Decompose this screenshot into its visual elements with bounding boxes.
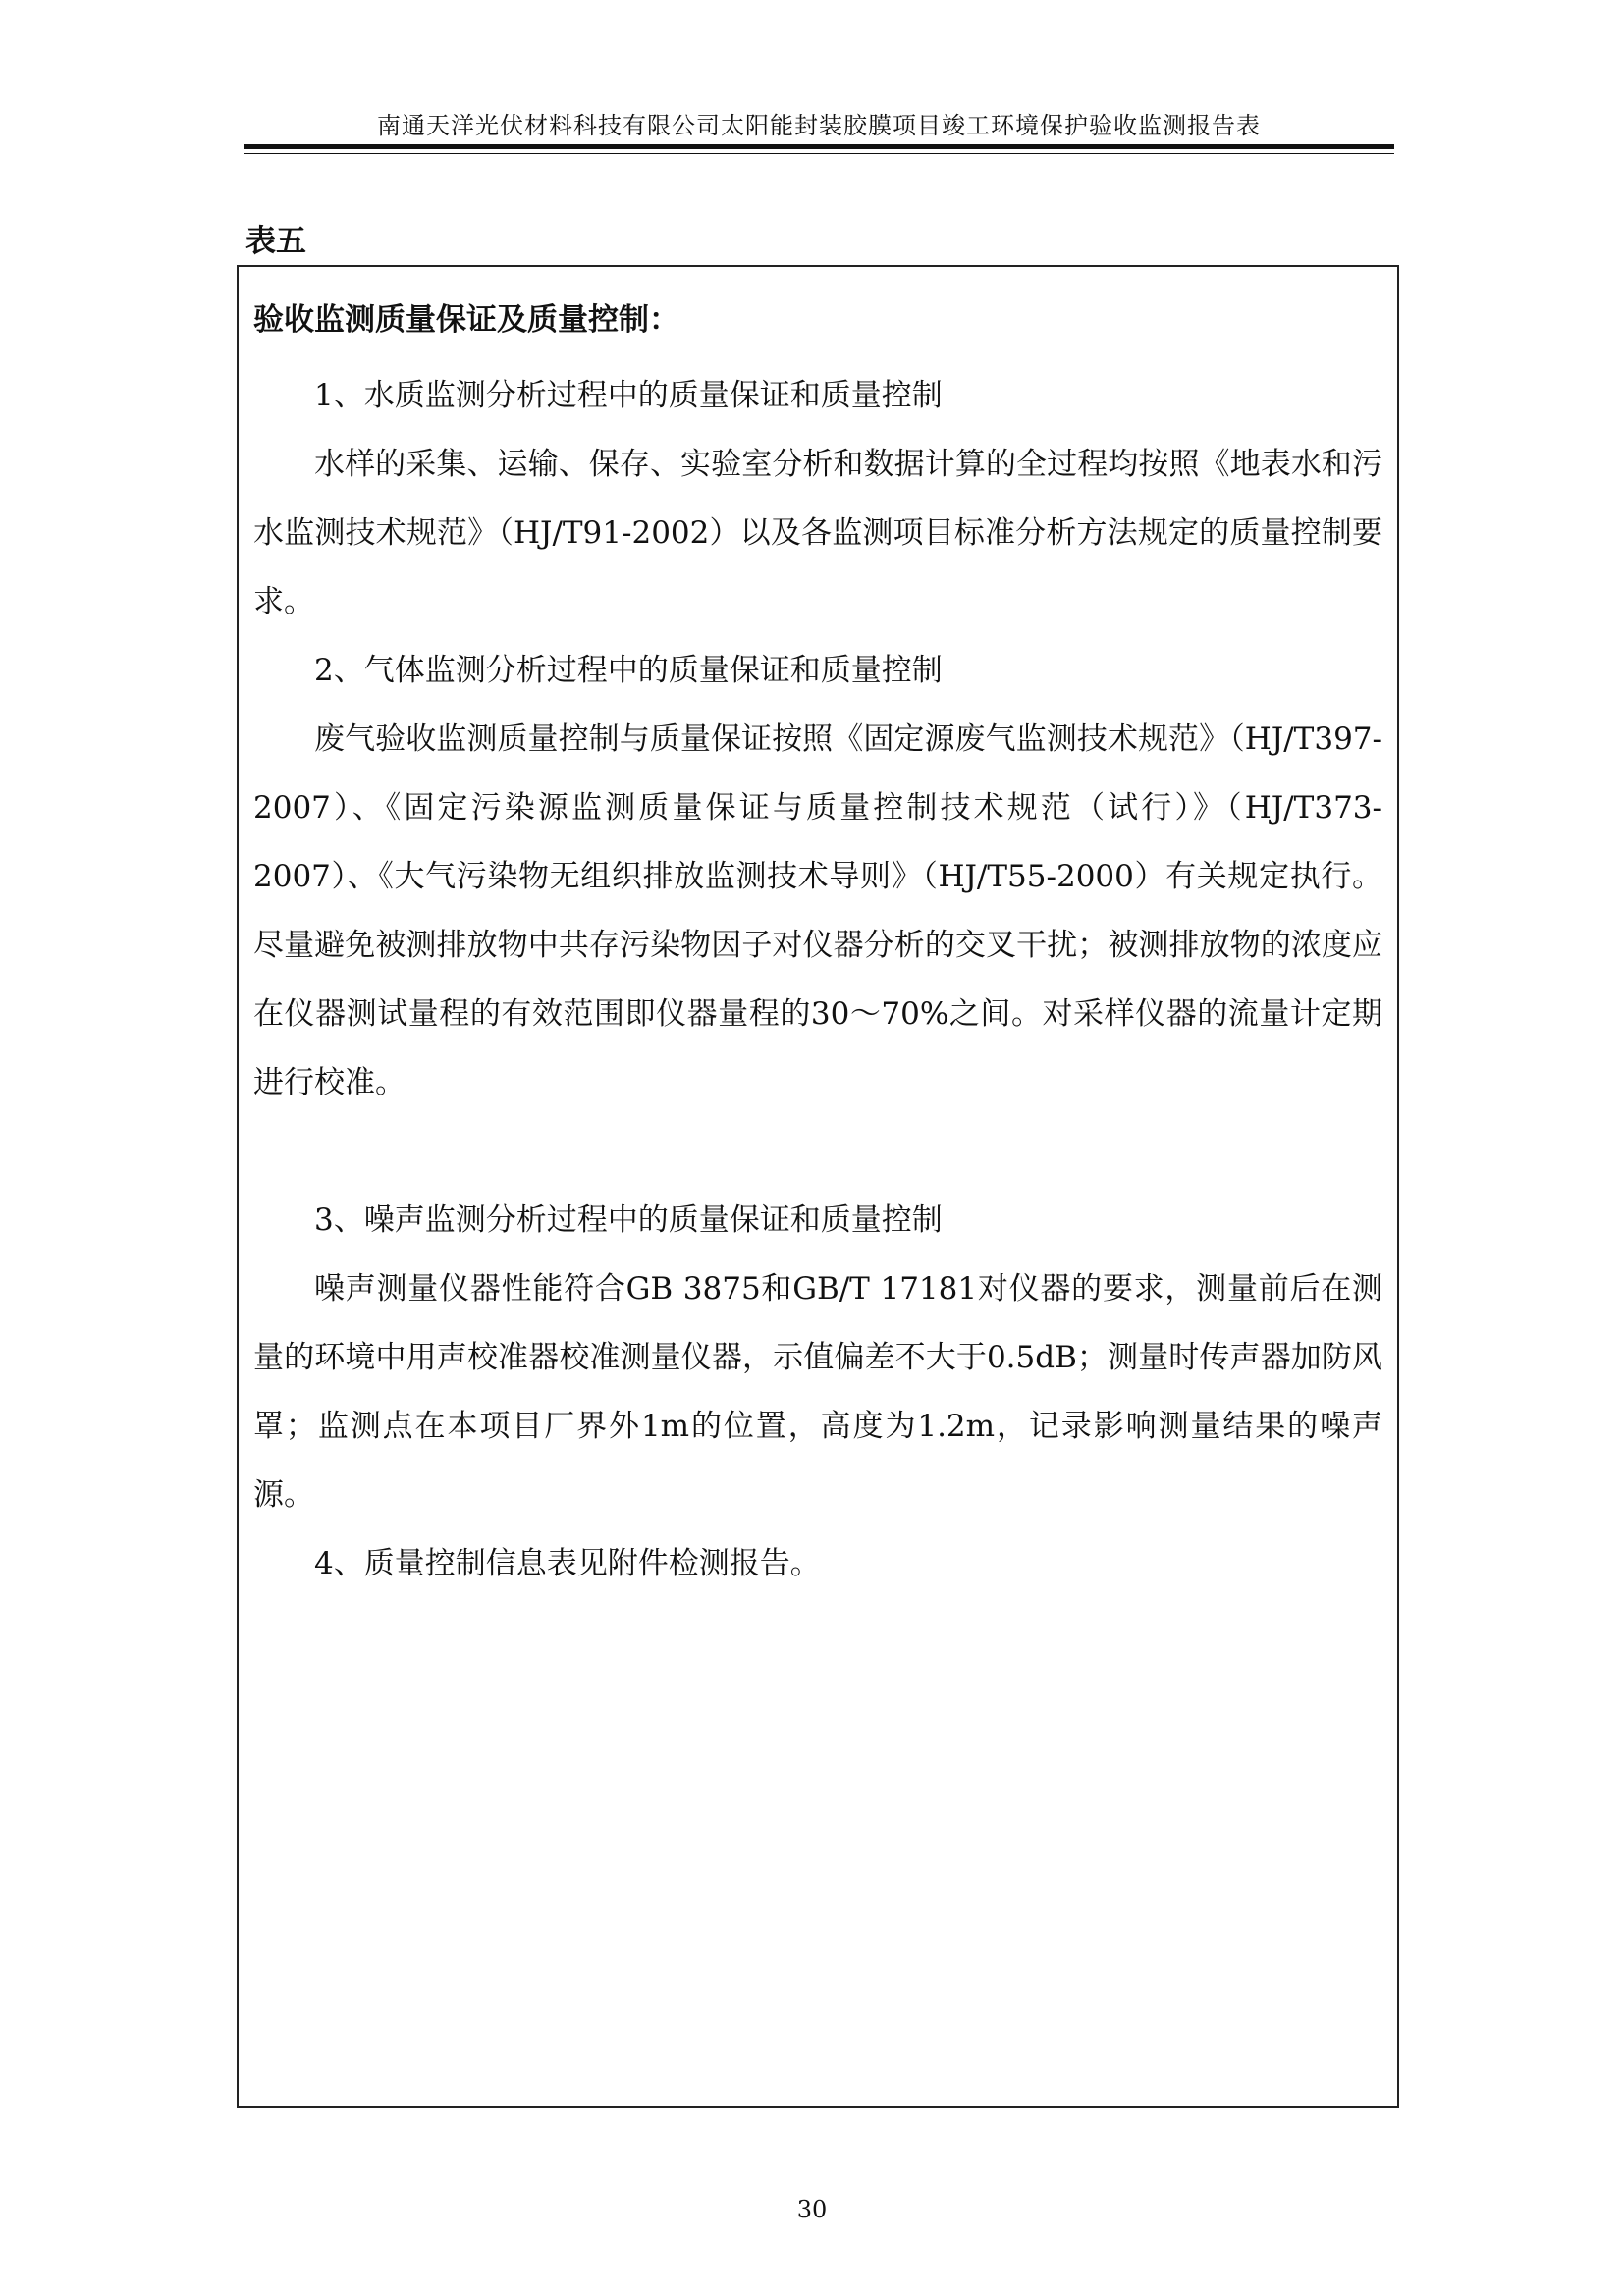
subsection-noise-title: 3、噪声监测分析过程中的质量保证和质量控制 (314, 1202, 943, 1238)
content-box (237, 265, 1399, 2108)
content-heading: 验收监测质量保证及质量控制： (253, 302, 679, 338)
subsection-noise-body: 噪声测量仪器性能符合GB 3875和GB/T 17181对仪器的要求，测量前后在测量的环境中用声校准器校准测量仪器，示值偏差不大于0.5dB；测量时传声器加防风罩；监测点在本项目厂界外1m的位置，高度为1.2m，记录影响测量结果的噪声源。 (253, 1271, 1382, 1513)
section-title: 表五 (245, 224, 306, 259)
header-rule-thick (244, 144, 1394, 149)
page-number: 30 (796, 2196, 828, 2223)
subsection-water-body: 水样的采集、运输、保存、实验室分析和数据计算的全过程均按照《地表水和污水监测技术规范》（HJ/T91-2002）以及各监测项目标准分析方法规定的质量控制要求。 (253, 447, 1382, 619)
subsection-water-title: 1、水质监测分析过程中的质量保证和质量控制 (314, 378, 943, 413)
subsection-qc-info: 4、质量控制信息表见附件检测报告。 (314, 1546, 821, 1581)
header-rule-thin (244, 153, 1394, 154)
page-header-title: 南通天洋光伏材料科技有限公司太阳能封装胶膜项目竣工环境保护验收监测报告表 (377, 112, 1261, 139)
subsection-gas-body: 废气验收监测质量控制与质量保证按照《固定源废气监测技术规范》（HJ/T397-2007）、《固定污染源监测质量保证与质量控制技术规范（试行）》（HJ/T373-2007）、《大气污染物无组织排放监测技术导则》（HJ/T55-2000）有关规定执行。尽量避免被测排放物中共存污染物因子对仪器分析的交叉干扰；被测排放物的浓度应在仪器测试量程的有效范围即仪器量程的30～70%之间。对采样仪器的流量计定期进行校准。 (253, 721, 1382, 1100)
subsection-gas-title: 2、气体监测分析过程中的质量保证和质量控制 (314, 653, 943, 688)
